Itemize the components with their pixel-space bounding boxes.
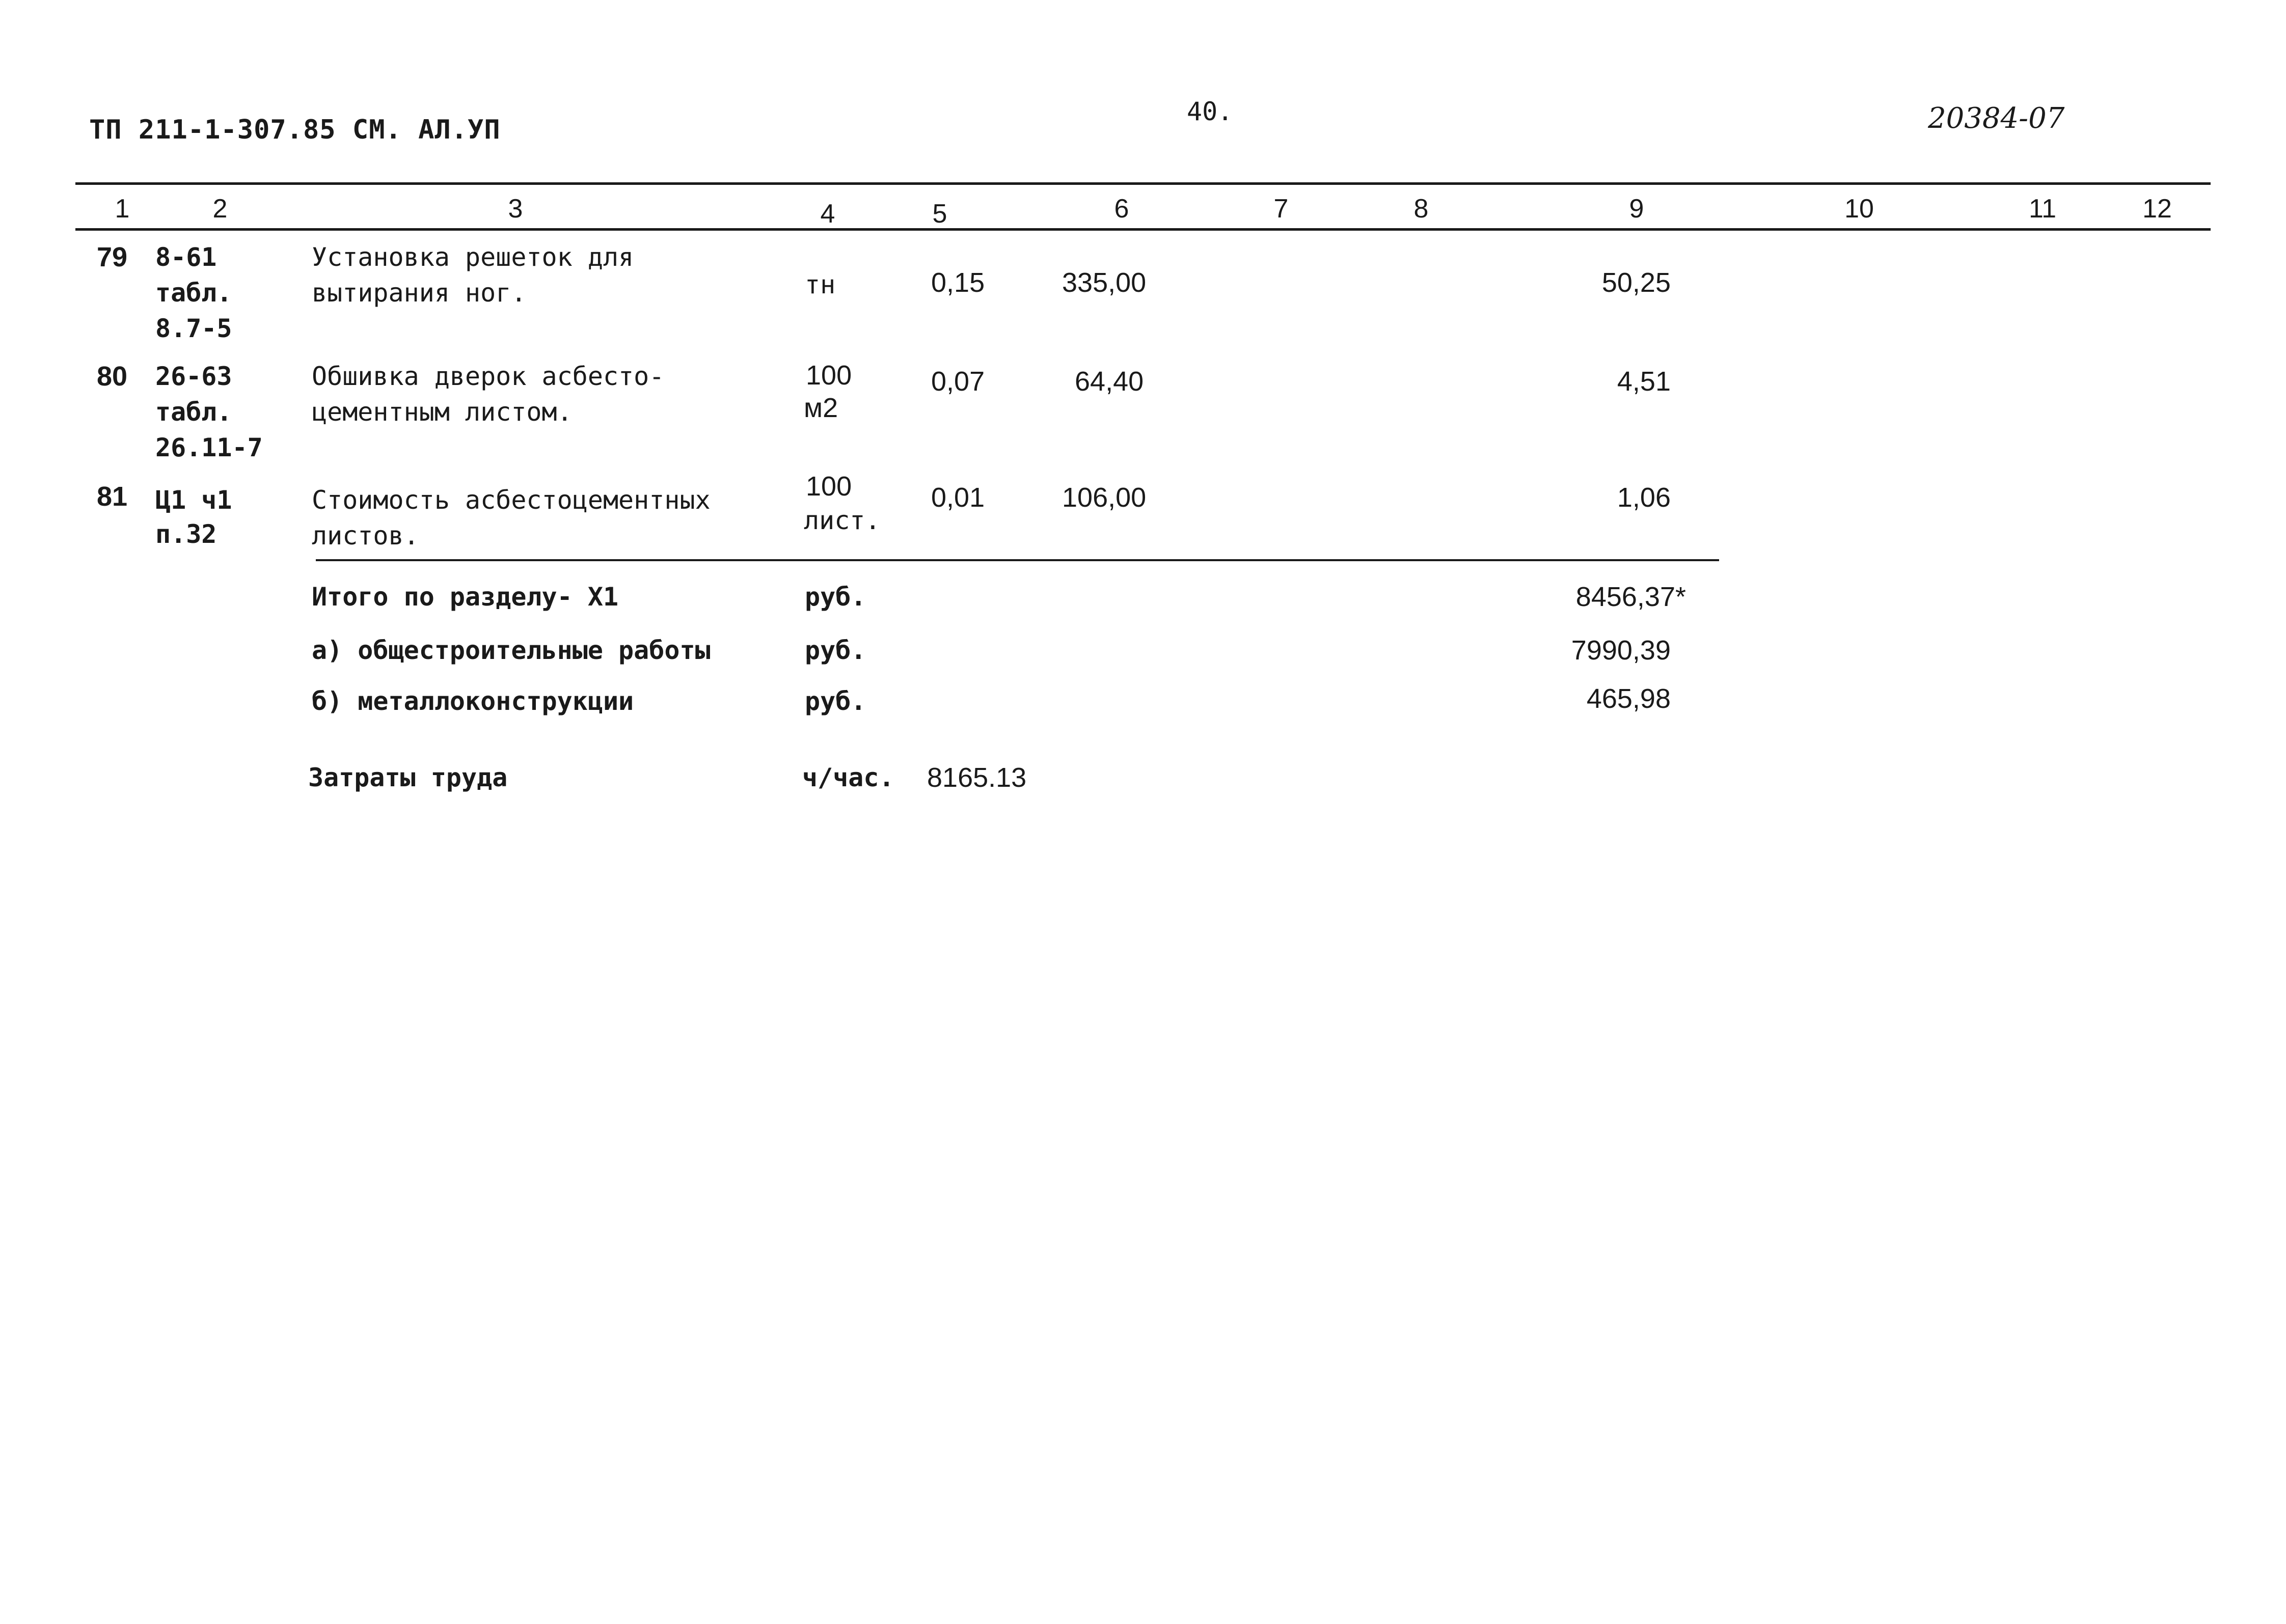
- row-price: 335,00: [1062, 267, 1147, 298]
- row-price: 106,00: [1062, 482, 1147, 513]
- column-number-3: 3: [508, 194, 523, 224]
- subtotal-rule: [316, 559, 1719, 561]
- row-unit-line: м2: [804, 393, 838, 423]
- row-total: 50,25: [1601, 267, 1671, 298]
- row-code-line: табл.: [155, 278, 232, 308]
- row-total: 1,06: [1617, 482, 1671, 513]
- column-number-1: 1: [115, 194, 130, 224]
- row-unit-line: 100: [806, 360, 852, 391]
- column-number-9: 9: [1629, 194, 1644, 224]
- row-code-line: 8.7-5: [155, 314, 232, 343]
- column-number-4: 4: [820, 199, 835, 229]
- archive-number: 20384-07: [1928, 102, 2065, 135]
- row-quantity: 0,07: [931, 366, 985, 397]
- metal-structures-label: б) металлоконструкции: [312, 686, 634, 716]
- document-code: ТП 211-1-307.85 СМ. АЛ.УП: [89, 115, 501, 145]
- table-header-rule: [75, 228, 2211, 231]
- row-description-line: Обшивка дверок асбесто-: [312, 362, 665, 391]
- general-construction-label: а) общестроительные работы: [312, 636, 711, 665]
- row-code-line: Ц1 ч1: [155, 485, 232, 515]
- table-top-rule: [75, 182, 2211, 185]
- row-total: 4,51: [1617, 366, 1671, 397]
- row-unit: тн: [805, 270, 836, 299]
- row-quantity: 0,15: [931, 267, 985, 298]
- row-code-line: табл.: [155, 397, 232, 427]
- column-number-11: 11: [2029, 194, 2056, 224]
- column-number-5: 5: [932, 199, 947, 229]
- metal-structures-value: 465,98: [1586, 683, 1671, 714]
- table-row-number: 80: [97, 361, 128, 392]
- row-unit-line: 100: [806, 471, 852, 502]
- general-construction-value: 7990,39: [1571, 635, 1671, 666]
- metal-structures-unit: руб.: [805, 686, 866, 716]
- row-description-line: Стоимость асбестоцементных: [312, 485, 711, 515]
- general-construction-unit: руб.: [805, 636, 866, 665]
- row-description-line: Установка решеток для: [312, 242, 634, 272]
- labor-cost-unit: ч/час.: [802, 763, 894, 792]
- labor-cost-label: Затраты труда: [308, 763, 508, 792]
- row-unit-line: лист.: [804, 506, 881, 535]
- column-number-12: 12: [2142, 194, 2172, 224]
- row-code-line: 8-61: [155, 242, 217, 272]
- section-total-unit: руб.: [805, 582, 866, 612]
- labor-cost-value: 8165.13: [927, 762, 1027, 793]
- column-number-7: 7: [1273, 194, 1289, 224]
- table-row-number: 79: [97, 242, 128, 272]
- section-total-value: 8456,37*: [1575, 582, 1686, 612]
- row-quantity: 0,01: [931, 482, 985, 513]
- row-description-line: цементным листом.: [312, 397, 573, 427]
- row-code-line: п.32: [155, 519, 217, 549]
- column-number-8: 8: [1413, 194, 1429, 224]
- row-code-line: 26-63: [155, 362, 232, 391]
- row-code-line: 26.11-7: [155, 433, 263, 462]
- row-price: 64,40: [1075, 366, 1144, 397]
- column-number-6: 6: [1114, 194, 1129, 224]
- section-total-label: Итого по разделу- Х1: [312, 582, 619, 612]
- table-row-number: 81: [97, 481, 128, 512]
- page-number: 40.: [1187, 97, 1233, 126]
- row-description-line: вытирания ног.: [312, 278, 527, 308]
- column-number-2: 2: [212, 194, 228, 224]
- row-description-line: листов.: [312, 521, 419, 550]
- column-number-10: 10: [1844, 194, 1874, 224]
